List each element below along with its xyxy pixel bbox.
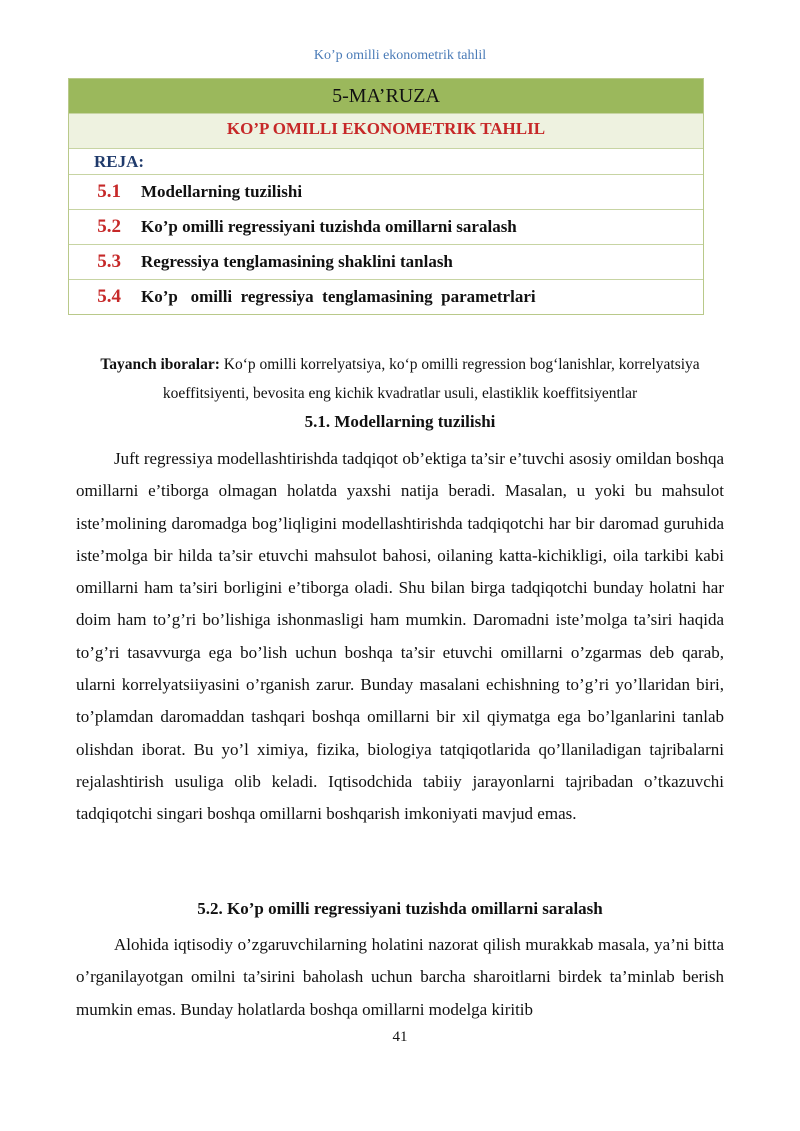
plan-item bbox=[69, 279, 703, 314]
plan-item-text: Regressiya tenglamasining shaklini tanlash bbox=[141, 252, 453, 271]
plan-item-text: Ko’p omilli regressiyani tuzishda omillarni saralash bbox=[141, 217, 517, 236]
plan-item bbox=[69, 209, 703, 244]
section-heading-5-2: 5.2. Ko’p omilli regressiyani tuzishda omillarni saralash bbox=[197, 899, 603, 918]
keywords-label: Tayanch iboralar: bbox=[100, 356, 220, 373]
plan-item bbox=[69, 174, 703, 209]
keywords bbox=[76, 350, 724, 408]
plan-item-text: Modellarning tuzilishi bbox=[141, 182, 303, 201]
lecture-title: KO’P OMILLI EKONOMETRIK TAHLIL bbox=[69, 113, 703, 148]
plan-item bbox=[69, 244, 703, 279]
lecture-number: 5-MA’RUZA bbox=[69, 79, 703, 113]
section-paragraph: Alohida iqtisodiy o’zgaruvchilarning holatini nazorat qilish murakkab masala, ya’ni bitta o’rganilayotgan omilni ta’sirini baholash uchun barcha sharoitlarni birdek ta’minlab berish mumkin emas. Bunday holatlarda boshqa omillarni modelga kiritib bbox=[76, 935, 724, 1019]
lecture-info-table bbox=[68, 78, 704, 315]
section-paragraph: Juft regressiya modellashtirishda tadqiqot ob’ektiga ta’sir e’tuvchi asosiy omildan boshqa omillarni e’tiborga olmagan holatda yaxshi natija beradi. Masalan, u yoki bu mahsulot iste’molining daromadga bog’liqligini modellashtirishda tadqiqotchi har bir daromad guruhida iste’molga bir hilda ta’sir etuvchi mahsulot bahosi, oilaning katta-kichikligi, oila tarkibi kabi omillarni ham ta’siri borligini e’tiborga oladi. Shu bilan birga tadqiqotchi bunday holatni har doim ham to’g’ri bo’lishiga ishonmasligi ham mumkin. Daromadni iste’molga ta’siri haqida to’g’ri tasavvurga ega bo’lish uchun boshqa ta’sir etuvchi omillarni o’zgarmas deb qarab, ularni korrelyatsiiyasini o’rganish zarur. Bunday masalani echishning to’g’ri yo’llaridan biri, to’plamdan daromaddan tashqari boshqa omillarni bir xil qiymatga ega bo’lganlarini tanlab olishdan iborat. Bu yo’l ximiya, fizika, biologiya tatqiqotlarida qo’llaniladigan tajribalarni rejalashtirish usuliga olib keladi. Iqtisodchida tabiiy jarayonlarni tajribadan o’tkazuvchi tadqiqotchi singari boshqa omillarni boshqarish imkoniyati mavjud emas. bbox=[76, 449, 724, 824]
plan-item-number: 5.1 bbox=[97, 181, 121, 202]
section-heading-5-1: 5.1. Modellarning tuzilishi bbox=[304, 412, 496, 431]
page-number: 41 bbox=[392, 1029, 408, 1045]
plan-item-number: 5.3 bbox=[97, 251, 121, 272]
plan-item-number: 5.4 bbox=[97, 286, 121, 307]
keywords-text: Ko‘p omilli korrelyatsiya, ko‘p omilli regression bog‘lanishlar, korrelyatsiya koeffitsiyenti, bevosita eng kichik kvadratlar usuli, elastiklik koeffitsiyentlar bbox=[162, 356, 700, 402]
plan-label: REJA: bbox=[69, 148, 703, 174]
plan-item-number: 5.2 bbox=[97, 216, 121, 237]
plan-item-text: Ko’p omilli regressiya tenglamasining parametrlari bbox=[141, 287, 536, 306]
running-header: Ko’p omilli ekonometrik tahlil bbox=[313, 48, 487, 63]
